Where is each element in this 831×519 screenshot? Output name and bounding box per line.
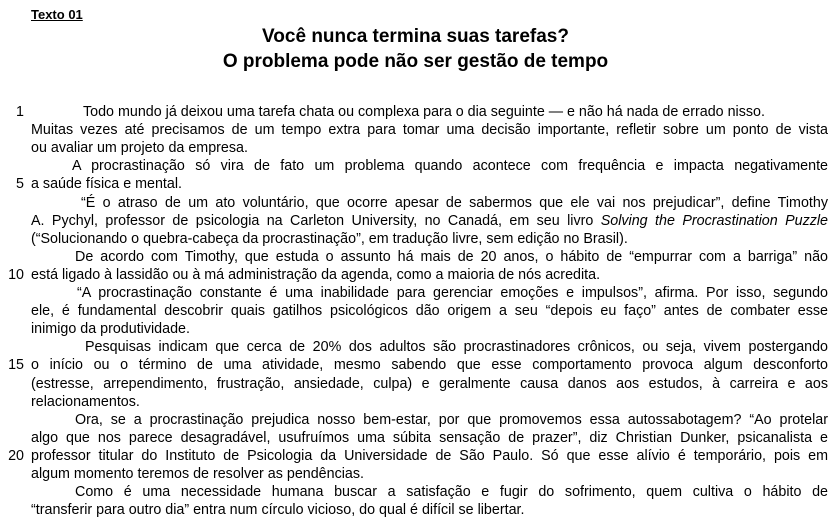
body-line-text: Como é uma necessidade humana buscar a satisfação e fugir do sofrimento, quem cultiva o hábito de xyxy=(75,484,828,501)
body-line-text: “É o atraso de um ato voluntário, que ocorre apesar de sabermos que ele vai nos prejudicar”, define Timothy xyxy=(81,194,828,211)
body-line xyxy=(31,356,828,374)
body-line xyxy=(31,320,828,338)
body-line-text: ou avaliar um projeto da empresa. xyxy=(31,140,248,157)
body-line xyxy=(31,483,828,501)
body-line-text: está ligado à lassidão ou à má administração da agenda, como a maioria de nós acredita. xyxy=(31,266,601,283)
line-number: 20 xyxy=(8,447,24,464)
body-line-text: “transferir para outro dia” entra num círculo vicioso, do qual é difícil se libertar. xyxy=(31,502,525,519)
body-line-text: algo que nos parece desagradável, usufruímos uma súbita sensação de prazer”, diz Christian Dunker, psicanalista e xyxy=(31,429,828,446)
line-number: 5 xyxy=(16,176,24,193)
body-line-text: Muitas vezes até precisamos de um tempo extra para tomar uma decisão importante, refletir sobre um ponto de vista xyxy=(31,122,828,139)
line-number: 10 xyxy=(8,266,24,283)
body-line-text: De acordo com Timothy, que estuda o assunto há mais de 20 anos, o hábito de “empurrar com a barriga” não xyxy=(75,248,828,265)
body-line xyxy=(31,302,828,320)
text-label: Texto 01 xyxy=(31,7,83,22)
title-line-1: Você nunca termina suas tarefas? xyxy=(262,26,569,47)
body-line xyxy=(31,375,828,393)
body-line-text: inimigo da produtividade. xyxy=(31,321,190,338)
line-number: 1 xyxy=(16,104,24,120)
book-title: Solving the Procrastination Puzzle xyxy=(600,212,829,229)
body-line xyxy=(31,103,828,121)
body-line xyxy=(31,429,828,447)
body-line xyxy=(31,194,828,212)
body-line xyxy=(31,338,828,356)
body-line xyxy=(31,447,828,465)
body-line-text: relacionamentos. xyxy=(31,393,140,410)
body-line xyxy=(31,248,828,266)
body-line-text: Ora, se a procrastinação prejudica nosso bem-estar, por que promovemos essa autossabotagem? “Ao protelar xyxy=(75,411,828,428)
body-line xyxy=(31,157,828,175)
body-line xyxy=(31,121,828,139)
body-line xyxy=(31,230,828,248)
body-line-text: A procrastinação só vira de fato um problema quando acontece com frequência e impacta negativamente xyxy=(72,158,828,175)
body-line-text: (“Solucionando o quebra-cabeça da procrastinação”, em tradução livre, sem edição no Brasil). xyxy=(31,230,628,247)
body-line-text: Todo mundo já deixou uma tarefa chata ou complexa para o dia seguinte — e não há nada de errado nisso. xyxy=(83,104,765,120)
body-line-text: algum momento teremos de resolver as pendências. xyxy=(31,466,364,482)
body-line xyxy=(31,175,828,193)
body-line xyxy=(31,411,828,429)
body-line-text: Pesquisas indicam que cerca de 20% dos adultos são procrastinadores crônicos, ou seja, vivem postergando xyxy=(85,339,828,356)
title-line-2: O problema pode não ser gestão de tempo xyxy=(222,51,609,72)
body-line-text: o início ou o término de uma atividade, mesmo sabendo que esse comportamento provoca algum desconforto xyxy=(31,357,828,374)
body-line-text: professor titular do Instituto de Psicologia da Universidade de São Paulo. Só que esse alívio é temporário, pois em xyxy=(31,447,828,464)
body-line-text: a saúde física e mental. xyxy=(31,176,182,193)
body-line-text: “A procrastinação constante é uma inabilidade para gerenciar emoções e impulsos”, afirma. Por isso, segundo xyxy=(77,285,828,301)
body-line xyxy=(31,139,828,157)
body-line xyxy=(31,393,828,411)
body-line xyxy=(31,212,828,230)
body-line xyxy=(31,266,828,284)
line-number: 15 xyxy=(8,357,24,374)
body-line xyxy=(31,284,828,302)
body-line-text: (estresse, arrependimento, frustração, ansiedade, culpa) e geralmente causa danos aos estudos, à carreira e aos xyxy=(31,375,828,392)
body-line-text: A. Pychyl, professor de psicologia na Carleton University, no Canadá, em seu livro xyxy=(31,212,601,229)
body-line-text: ele, é fundamental descobrir quais gatilhos psicológicos dão origem a seu “depois eu faço” antes de combater esse xyxy=(31,303,828,320)
body-line xyxy=(31,501,828,519)
body-line xyxy=(31,465,828,483)
